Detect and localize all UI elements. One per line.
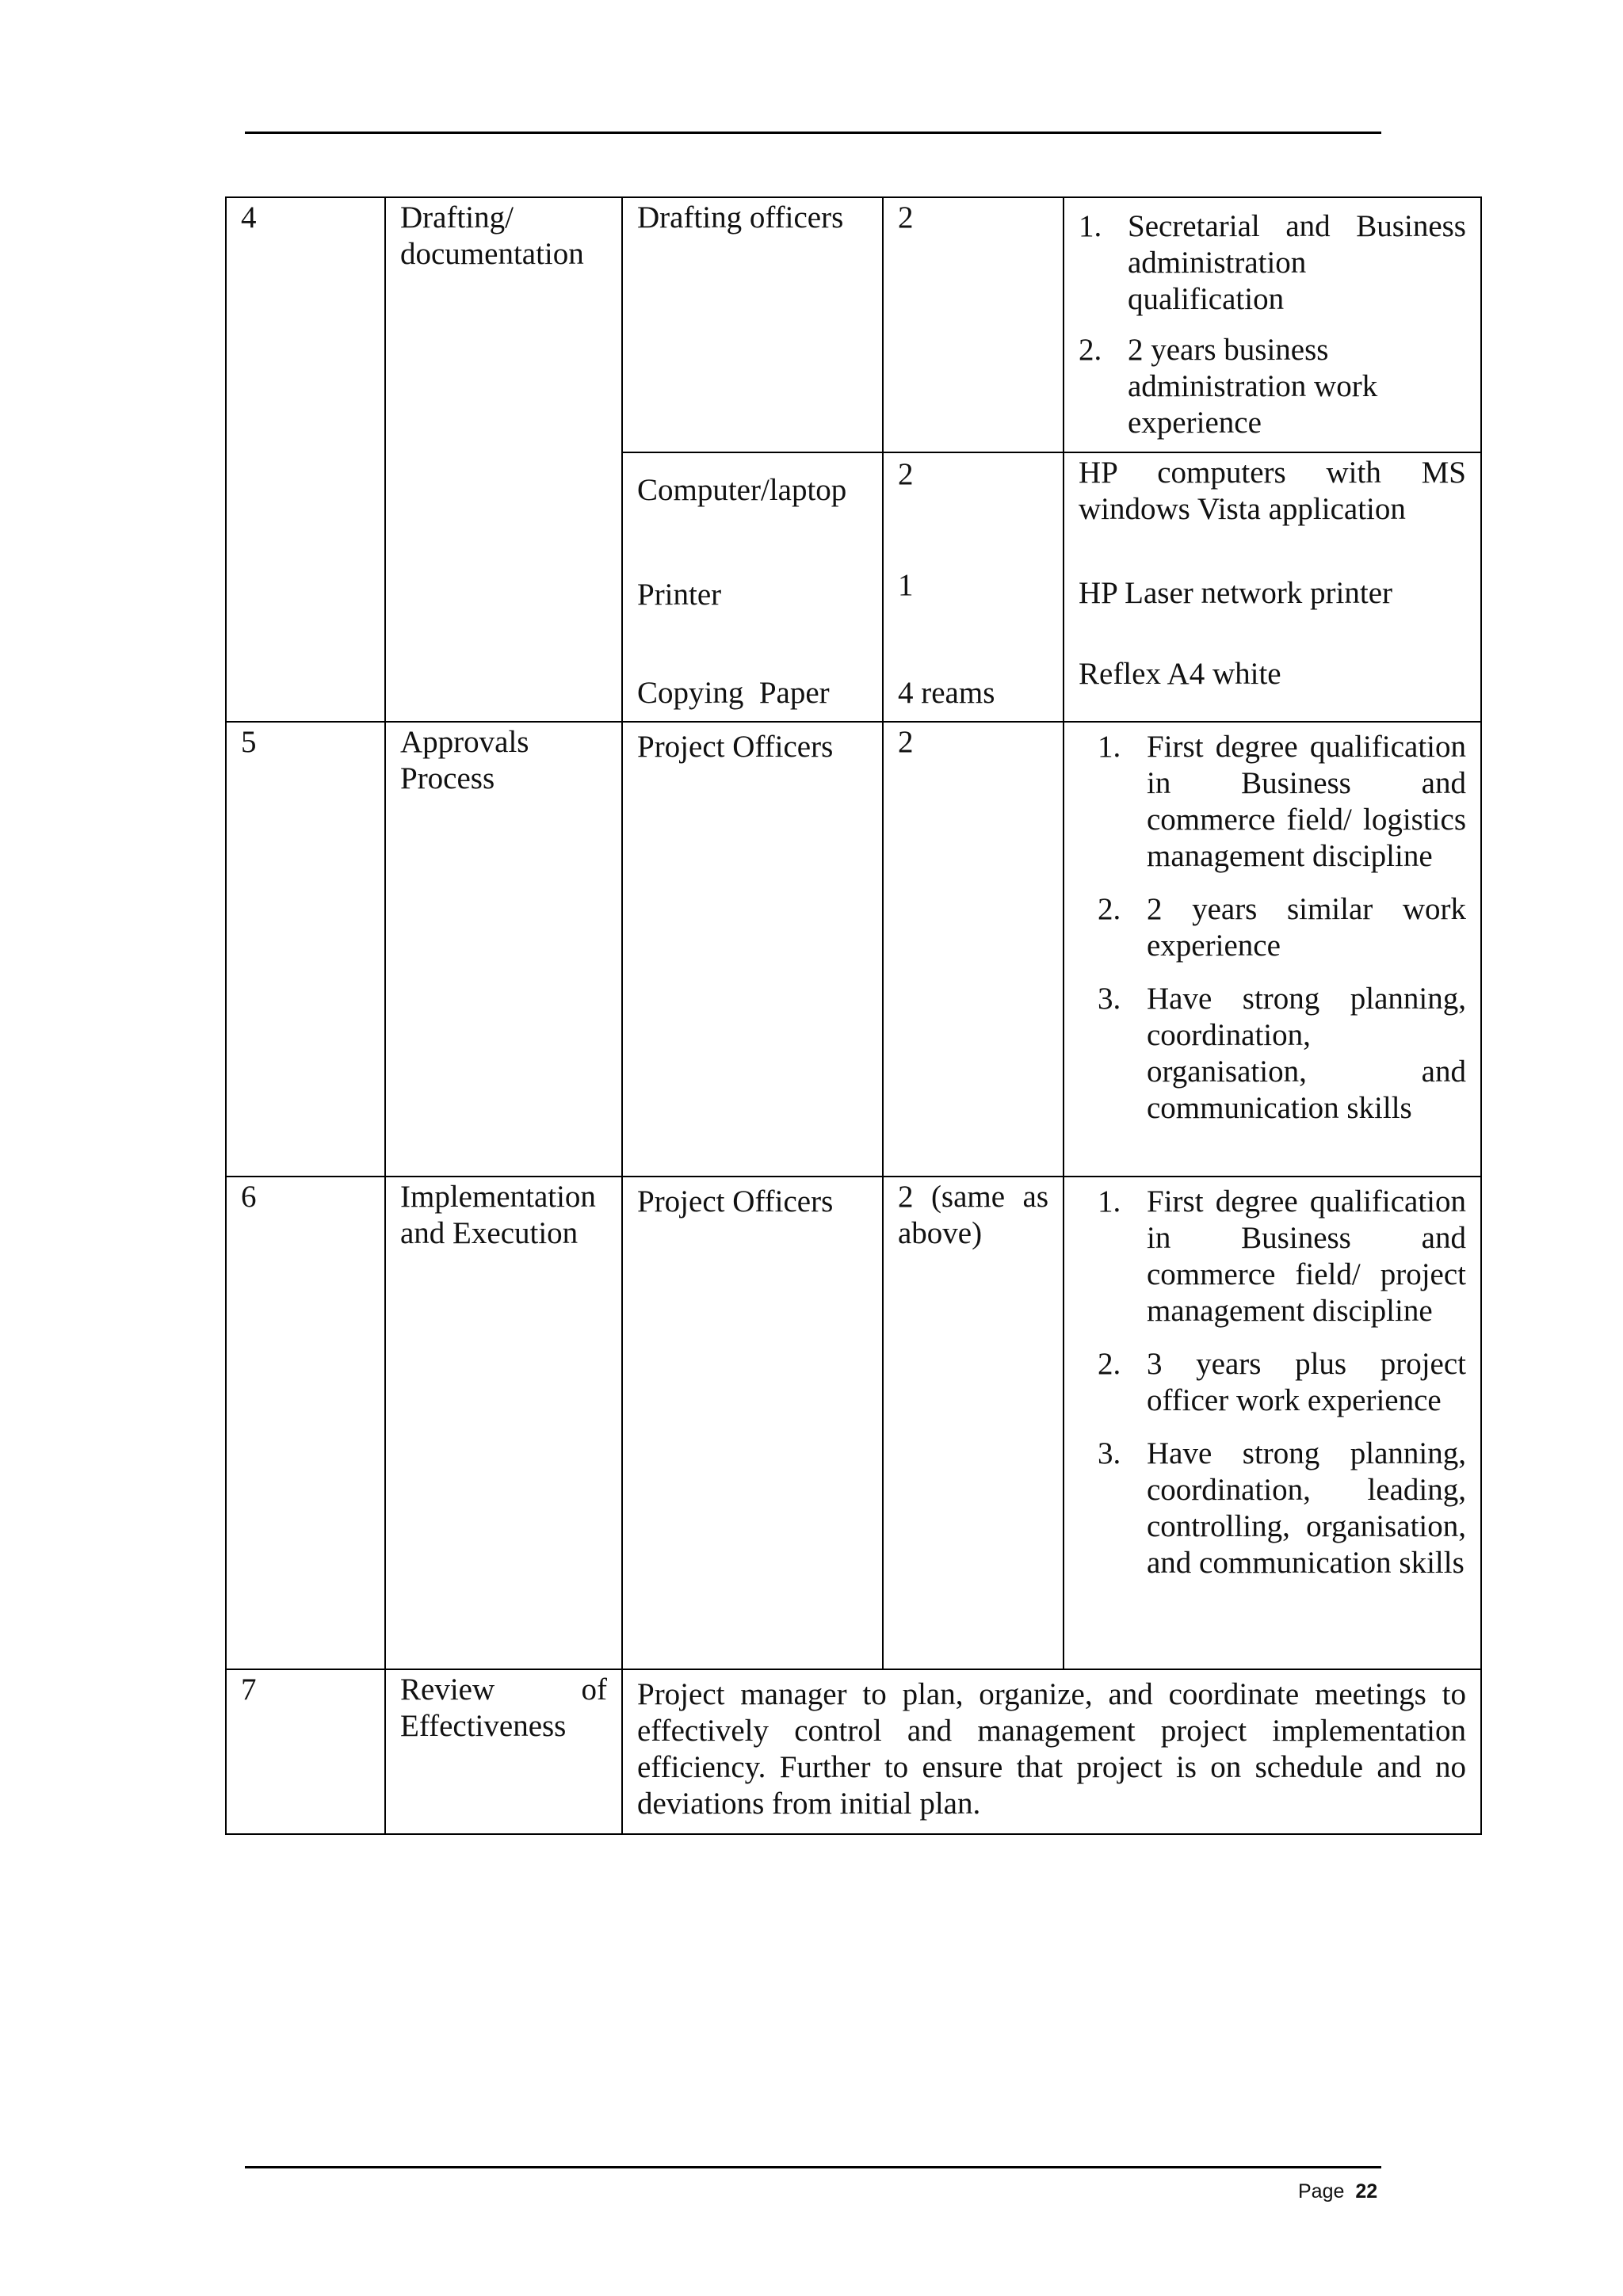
equipment-item: Copying Paper xyxy=(637,676,830,710)
qualifications-list xyxy=(1079,729,1466,1127)
equipment-spec: HP computers with MS windows Vista application xyxy=(1079,456,1466,526)
activity-label: Approvals Process xyxy=(400,725,529,795)
resource-cell: Project Officers xyxy=(622,722,883,1177)
list-item: 3. Have strong planning, coordination, leading, controlling, organisation, and communication skills xyxy=(1098,1436,1466,1580)
page-footer xyxy=(1298,2180,1377,2203)
quantity-cell: 2 xyxy=(883,197,1064,452)
equipment-spec: HP Laser network printer xyxy=(1079,576,1393,610)
footer-rule xyxy=(245,2166,1381,2168)
qualifications-cell xyxy=(1064,722,1481,1177)
quantity-cell: 2 (same as above) xyxy=(883,1177,1064,1669)
equipment-qty: 2 xyxy=(898,457,914,491)
table-row xyxy=(226,197,1481,452)
resource-table xyxy=(225,196,1482,1835)
list-item: 1. First degree qualification in Business and commerce field/ project management discipline xyxy=(1098,1184,1466,1328)
equipment-items-cell xyxy=(622,452,883,722)
equipment-spec: Reflex A4 white xyxy=(1079,657,1281,691)
equipment-item: Printer xyxy=(637,578,722,612)
row-number-cell: 5 xyxy=(226,722,385,1177)
activity-label: Implementation and Execution xyxy=(400,1180,596,1250)
table-row xyxy=(226,722,1481,1177)
review-description: Project manager to plan, organize, and coordinate meetings to effectively control and management project implementation efficiency. Further to ensure that project is on schedule and no deviations from initial plan. xyxy=(637,1677,1466,1821)
equipment-spec-cell xyxy=(1064,452,1481,722)
page-number: 22 xyxy=(1355,2180,1378,2203)
list-item: 1. First degree qualification in Business and commerce field/ logistics management discipline xyxy=(1098,730,1466,873)
activity-cell xyxy=(385,197,622,722)
qualifications-list xyxy=(1079,1184,1466,1581)
qualifications-cell xyxy=(1064,1177,1481,1669)
activity-cell xyxy=(385,1669,622,1834)
quantity-cell: 2 xyxy=(883,722,1064,1177)
list-item: 1. Secretarial and Business administration qualification xyxy=(1079,209,1466,316)
equipment-qty: 4 reams xyxy=(898,676,995,710)
description-cell xyxy=(622,1669,1481,1834)
table-row xyxy=(226,1669,1481,1834)
equipment-qty: 1 xyxy=(898,568,914,602)
resource-cell: Drafting officers xyxy=(622,197,883,452)
activity-label: Drafting/ documentation xyxy=(400,200,584,271)
resource-cell: Project Officers xyxy=(622,1177,883,1669)
row-number-cell: 6 xyxy=(226,1177,385,1669)
page-label: Page xyxy=(1298,2180,1345,2203)
header-rule xyxy=(245,132,1381,134)
equipment-qty-cell xyxy=(883,452,1064,722)
row-number-cell: 4 xyxy=(226,197,385,722)
row-number-cell: 7 xyxy=(226,1669,385,1834)
list-item: 2. 2 years similar work experience xyxy=(1098,892,1466,963)
list-item: 2. 3 years plus project officer work experience xyxy=(1098,1347,1466,1417)
qualifications-cell xyxy=(1064,197,1481,452)
list-item: 3. Have strong planning, coordination, organisation, and communication skills xyxy=(1098,982,1466,1125)
activity-cell xyxy=(385,1177,622,1669)
list-item: 2. 2 years business administration work experience xyxy=(1079,333,1378,440)
qualifications-list xyxy=(1079,208,1466,441)
equipment-item: Computer/laptop xyxy=(637,473,847,507)
table-row xyxy=(226,1177,1481,1669)
activity-label: Review of Effectiveness xyxy=(400,1672,607,1743)
activity-cell xyxy=(385,722,622,1177)
